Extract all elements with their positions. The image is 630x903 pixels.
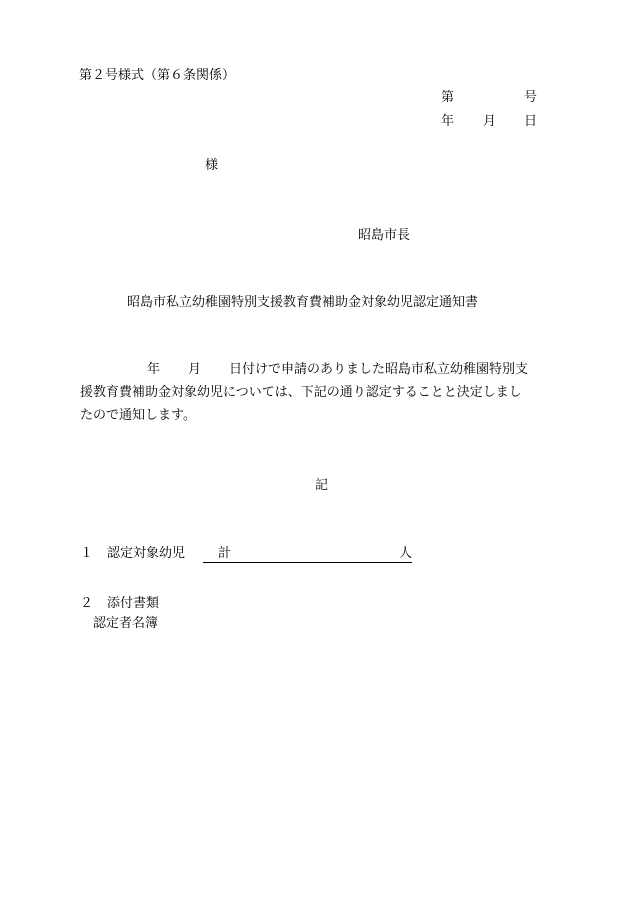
body-month: 月 [188,362,202,377]
body-paragraph [80,358,548,427]
body-line-3: たので通知します。 [80,408,196,423]
body-year: 年 [147,362,161,377]
body-line-1 [80,358,548,381]
date-day: 日 [524,114,538,129]
document-title: 昭島市私立幼稚園特別支援教育費補助金対象幼児認定通知書 [127,295,479,310]
addressee-suffix: 様 [205,158,219,173]
item-1-number: １ [80,546,94,561]
item-1-underline [203,562,412,563]
form-label: 第２号様式（第６条関係） [79,68,236,83]
date-year: 年 [441,114,455,129]
number-go: 号 [524,90,538,105]
number-dai: 第 [441,90,455,105]
ki-heading: 記 [315,478,329,493]
item-1-label: 認定対象幼児 [107,546,186,561]
item-1-nin: 人 [399,546,413,561]
issuer: 昭島市長 [358,228,411,243]
item-2-label: 添付書類 [107,596,160,611]
item-2-sub: 認定者名簿 [93,616,159,631]
body-line-1-text: 日付けで申請のありました昭島市私立幼稚園特別支 [229,362,529,377]
body-line-2: 援教育費補助金対象幼児については、下記の通り認定することと決定しまし [80,385,522,400]
item-1-kei: 計 [218,546,232,561]
date-month: 月 [483,114,497,129]
item-2-number: ２ [80,596,94,611]
